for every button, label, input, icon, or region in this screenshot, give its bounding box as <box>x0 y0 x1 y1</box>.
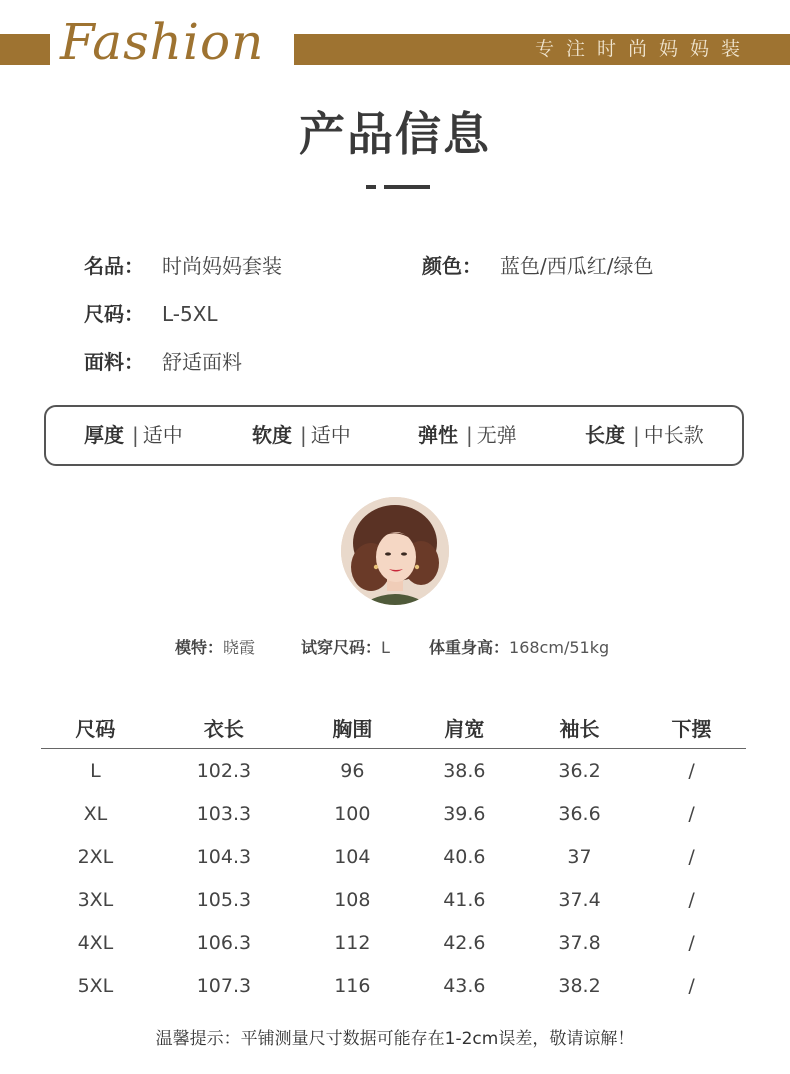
attribute-key: 颜色： <box>422 254 482 278</box>
attribute-product-name <box>84 252 282 280</box>
table-cell: 105.3 <box>196 888 252 911</box>
table-cell: / <box>688 888 695 911</box>
table-header-cell: 尺码 <box>41 707 150 749</box>
property-thickness <box>84 407 183 464</box>
property-separator: | <box>300 423 307 447</box>
table-cell: / <box>688 802 695 825</box>
table-cell: L <box>90 759 101 782</box>
page-title: 产品信息 <box>299 107 491 161</box>
table-cell: 5XL <box>77 974 114 997</box>
model-key: 试穿尺码： <box>301 638 382 657</box>
attribute-value: 蓝色/西瓜红/绿色 <box>500 254 654 278</box>
table-cell: 96 <box>340 759 365 782</box>
table-cell: 3XL <box>77 888 114 911</box>
table-cell: 36.2 <box>558 759 601 782</box>
model-name <box>175 637 255 659</box>
table-cell: 39.6 <box>443 802 486 825</box>
table-cell: 37.4 <box>558 888 601 911</box>
table-cell: / <box>688 759 695 782</box>
table-cell: 104 <box>334 845 371 868</box>
table-cell: 43.6 <box>443 974 486 997</box>
model-value: 晓霞 <box>223 638 256 657</box>
table-cell: / <box>688 931 695 954</box>
property-separator: | <box>466 423 473 447</box>
table-row <box>41 878 746 921</box>
table-cell: 102.3 <box>196 759 252 782</box>
table-cell: 4XL <box>77 931 114 954</box>
property-value: 无弹 <box>476 423 517 447</box>
model-key: 模特： <box>175 638 224 657</box>
property-value: 中长款 <box>643 423 704 447</box>
table-cell: 104.3 <box>196 845 252 868</box>
attribute-key: 面料： <box>84 350 144 374</box>
table-cell: 42.6 <box>443 931 486 954</box>
attribute-color <box>422 252 653 280</box>
property-softness <box>252 407 351 464</box>
table-cell: 40.6 <box>443 845 486 868</box>
attribute-value: 时尚妈妈套装 <box>162 254 282 278</box>
table-cell: / <box>688 974 695 997</box>
table-cell: 37 <box>567 845 592 868</box>
table-cell: 106.3 <box>196 931 252 954</box>
property-separator: | <box>633 423 640 447</box>
model-try-size <box>301 637 390 659</box>
attribute-fabric <box>84 348 242 376</box>
table-cell: 2XL <box>77 845 114 868</box>
table-cell: 100 <box>334 802 371 825</box>
table-header-cell: 下摆 <box>637 707 746 749</box>
table-cell: 41.6 <box>443 888 486 911</box>
table-header-cell: 袖长 <box>522 707 637 749</box>
model-height-weight <box>429 637 609 659</box>
table-cell: 107.3 <box>196 974 252 997</box>
attribute-value: 舒适面料 <box>162 350 242 374</box>
table-header-row <box>41 707 746 749</box>
model-avatar <box>341 497 449 605</box>
table-cell: 36.6 <box>558 802 601 825</box>
table-row <box>41 964 746 1007</box>
measurement-note: 温馨提示：平铺测量尺寸数据可能存在1-2cm误差，敬请谅解！ <box>155 1029 635 1049</box>
property-elasticity <box>418 407 517 464</box>
table-header-cell: 衣长 <box>150 707 298 749</box>
brand-logo-text: Fashion <box>60 13 265 71</box>
table-header-cell: 肩宽 <box>407 707 522 749</box>
table-cell: 112 <box>334 931 371 954</box>
title-divider-long <box>384 185 430 189</box>
property-value: 适中 <box>310 423 351 447</box>
header-band-left <box>0 34 50 65</box>
model-value: 168cm/51kg <box>509 638 610 657</box>
attribute-key: 名品： <box>84 254 144 278</box>
property-box <box>44 405 744 466</box>
property-key: 厚度 <box>84 423 124 447</box>
table-cell: 116 <box>334 974 371 997</box>
title-divider-short <box>366 185 376 189</box>
property-key: 软度 <box>252 423 292 447</box>
table-cell: / <box>688 845 695 868</box>
table-cell: 38.2 <box>558 974 601 997</box>
attribute-size-range <box>84 300 218 328</box>
property-length <box>585 407 704 464</box>
property-key: 长度 <box>585 423 625 447</box>
table-row <box>41 792 746 835</box>
table-cell: 103.3 <box>196 802 252 825</box>
property-separator: | <box>132 423 139 447</box>
table-header-cell: 胸围 <box>298 707 407 749</box>
size-table <box>41 707 746 1007</box>
model-value: L <box>381 638 390 657</box>
model-key: 体重身高： <box>429 638 510 657</box>
table-cell: 108 <box>334 888 371 911</box>
model-portrait-image <box>341 497 449 605</box>
table-cell: 38.6 <box>443 759 486 782</box>
table-row <box>41 835 746 878</box>
table-cell: 37.8 <box>558 931 601 954</box>
attribute-key: 尺码： <box>84 302 144 326</box>
table-cell: XL <box>83 802 108 825</box>
header-slogan: 专注时尚妈妈装 <box>534 38 752 60</box>
table-row <box>41 749 746 793</box>
attribute-value: L-5XL <box>162 302 218 326</box>
table-row <box>41 921 746 964</box>
property-value: 适中 <box>142 423 183 447</box>
property-key: 弹性 <box>418 423 458 447</box>
